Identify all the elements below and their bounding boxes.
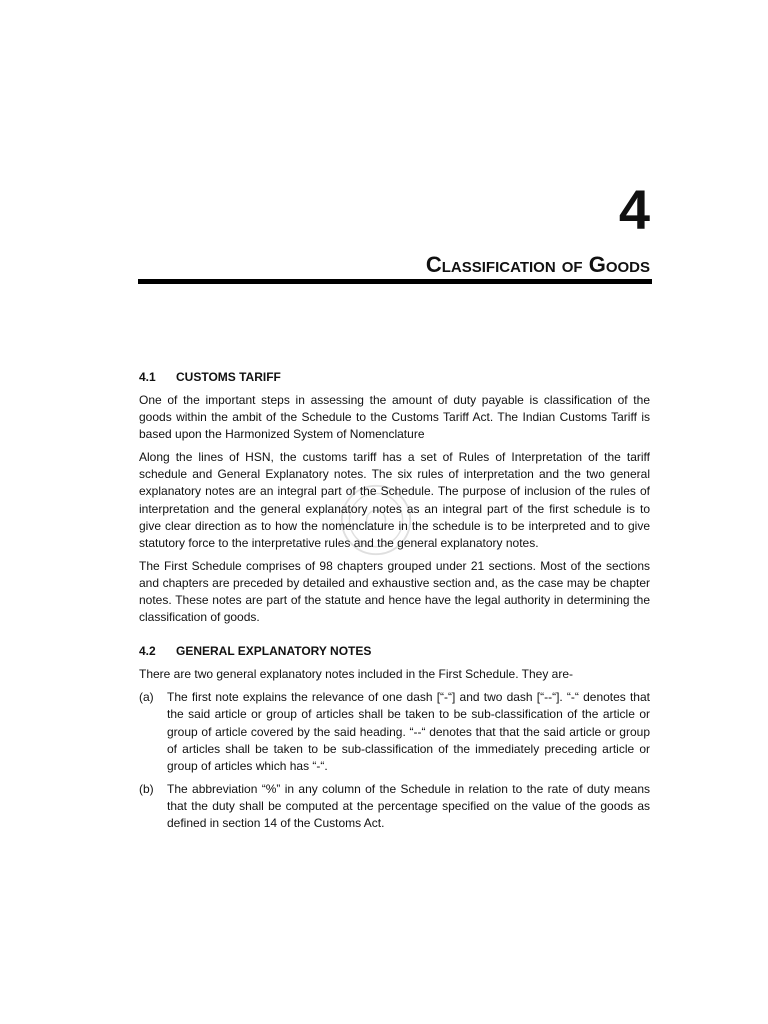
chapter-number: 4 [618,178,650,241]
paragraph: Along the lines of HSN, the customs tariff has a set of Rules of Interpretation of the tariff schedule and General Explanatory notes. The six rules of interpretation and the two general explanatory notes are an integral part of the Schedule. The purpose of inclusion of the rules of interpretation and the general explanatory notes as an integral part of the first schedule is to give clear direction as to how the nomenclature in the schedule is to be interpreted and to give statutory force to the interpretative rules and the general explanatory notes. [139,450,650,550]
section-intro: There are two general explanatory notes included in the First Schedule. They are- [139,667,574,682]
list-item-label: (a) [139,690,154,705]
section-title: CUSTOMS TARIFF [176,370,281,384]
paragraph: One of the important steps in assessing the amount of duty payable is classification of the goods within the ambit of the Schedule to the Customs Tariff Act. The Indian Customs Tariff is based upon the Harmonized System of Nomenclature [139,393,650,442]
section-heading [139,642,650,660]
list-item-label: (b) [139,781,154,796]
section-heading [139,368,650,386]
chapter-body [139,368,650,838]
section-number: 4.1 [139,370,156,384]
list-item-text: The first note explains the relevance of one dash [“-“] and two dash [“--“]. “-“ denotes that the said article or group of articles shall be taken to be sub-classification of the article or group of article covered by the said heading. “--“ denotes that that the said article or group of articles shall be taken to be sub-classification of the immediately preceding article or group of articles which has “-“. [167,690,650,773]
section-number: 4.2 [139,644,156,659]
paragraph: The First Schedule comprises of 98 chapters grouped under 21 sections. Most of the sections and chapters are preceded by detailed and exhaustive section and, as the case may be chapter notes. These notes are part of the statute and hence have the legal authority in determining the classification of goods. [139,558,650,625]
section-title: GENERAL EXPLANATORY NOTES [176,644,372,659]
list-item [139,689,650,774]
list-item [139,781,650,832]
chapter-title: Classification of Goods [425,252,650,277]
list-item-text: The abbreviation “%” in any column of the Schedule in relation to the rate of duty means that the duty shall be computed at the percentage specified on the value of the goods as defined in section 14 of the Customs Act. [167,781,650,830]
title-underline-rule [138,279,652,284]
